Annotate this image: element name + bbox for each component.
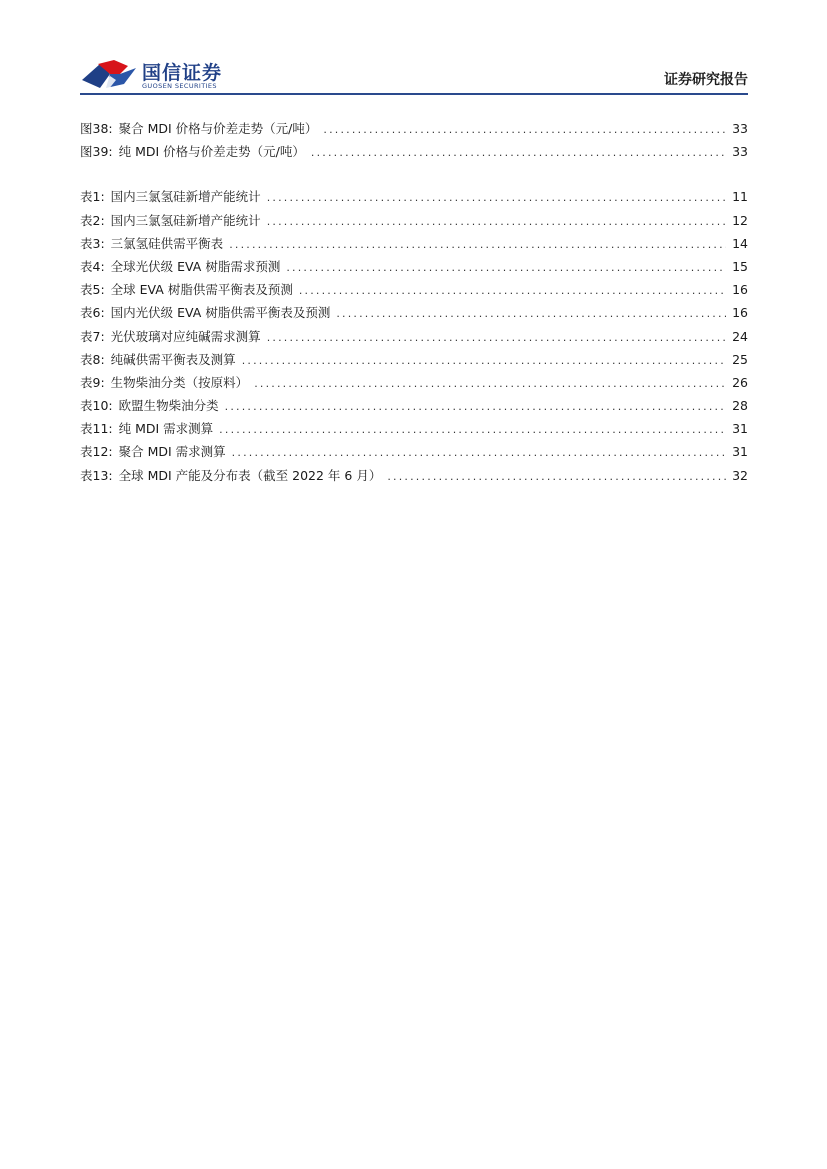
toc-dot-leader bbox=[286, 256, 726, 279]
toc-entry-title: 全球 MDI 产能及分布表（截至 2022 年 6 月） bbox=[118, 467, 382, 483]
toc-entry-label: 表10: bbox=[80, 398, 113, 414]
toc-entry-table-10[interactable] bbox=[80, 394, 748, 417]
toc-entry-label: 表7: bbox=[80, 328, 105, 344]
toc-entry-figure-38[interactable] bbox=[80, 117, 748, 140]
toc-entry-label: 表9: bbox=[80, 374, 105, 390]
toc-entry-label: 表6: bbox=[80, 305, 105, 321]
toc-dot-leader bbox=[387, 465, 726, 488]
toc-entry-title: 聚合 MDI 价格与价差走势（元/吨） bbox=[118, 121, 318, 136]
toc-entry-page: 15 bbox=[732, 258, 748, 274]
toc-entry-label: 图38: bbox=[80, 121, 113, 136]
toc-dot-leader bbox=[323, 118, 726, 141]
logo-chinese-name: 国信证券 bbox=[142, 62, 223, 84]
toc-entry-title: 国内三氯氢硅新增产能统计 bbox=[110, 212, 261, 228]
toc-entry-table-7[interactable] bbox=[80, 325, 748, 348]
table-of-contents bbox=[80, 117, 748, 487]
toc-entry-page: 31 bbox=[732, 421, 748, 437]
toc-entry-label: 表13: bbox=[80, 467, 113, 483]
toc-entry-table-13[interactable] bbox=[80, 464, 748, 487]
toc-entry-label: 表12: bbox=[80, 444, 113, 460]
toc-entry-title: 纯 MDI 需求测算 bbox=[118, 421, 214, 437]
page-header bbox=[0, 0, 827, 100]
toc-dot-leader bbox=[267, 326, 726, 349]
toc-dot-leader bbox=[336, 302, 726, 325]
toc-entry-label: 表3: bbox=[80, 235, 105, 251]
toc-entry-title: 全球 EVA 树脂供需平衡表及预测 bbox=[110, 282, 293, 298]
table-list bbox=[80, 185, 748, 486]
figure-list bbox=[80, 117, 748, 163]
toc-entry-page: 14 bbox=[732, 235, 748, 251]
toc-entry-table-2[interactable] bbox=[80, 209, 748, 232]
toc-entry-label: 表1: bbox=[80, 189, 105, 205]
guosen-logo-icon bbox=[80, 58, 138, 92]
toc-dot-leader bbox=[225, 395, 726, 418]
toc-entry-page: 28 bbox=[732, 398, 748, 414]
toc-entry-page: 32 bbox=[732, 467, 748, 483]
toc-entry-title: 三氯氢硅供需平衡表 bbox=[110, 235, 224, 251]
toc-entry-title: 国内光伏级 EVA 树脂供需平衡表及预测 bbox=[110, 305, 331, 321]
toc-entry-page: 12 bbox=[732, 212, 748, 228]
toc-entry-title: 聚合 MDI 需求测算 bbox=[118, 444, 226, 460]
toc-entry-table-12[interactable] bbox=[80, 440, 748, 463]
toc-entry-table-5[interactable] bbox=[80, 278, 748, 301]
toc-entry-figure-39[interactable] bbox=[80, 140, 748, 163]
guosen-logo bbox=[80, 56, 230, 96]
header-divider bbox=[80, 93, 748, 95]
toc-entry-title: 欧盟生物柴油分类 bbox=[118, 398, 219, 414]
toc-entry-page: 16 bbox=[732, 305, 748, 321]
toc-entry-title: 光伏玻璃对应纯碱需求测算 bbox=[110, 328, 261, 344]
toc-entry-table-6[interactable] bbox=[80, 301, 748, 324]
toc-dot-leader bbox=[267, 210, 726, 233]
toc-dot-leader bbox=[267, 186, 726, 209]
toc-entry-title: 纯 MDI 价格与价差走势（元/吨） bbox=[118, 144, 305, 160]
toc-dot-leader bbox=[242, 349, 726, 372]
toc-entry-page: 26 bbox=[732, 374, 748, 390]
toc-entry-label: 表11: bbox=[80, 421, 113, 437]
toc-entry-title: 生物柴油分类（按原料） bbox=[110, 374, 249, 390]
toc-entry-page: 11 bbox=[732, 189, 748, 205]
toc-dot-leader bbox=[299, 279, 726, 302]
toc-entry-label: 表8: bbox=[80, 351, 105, 367]
toc-entry-page: 25 bbox=[732, 351, 748, 367]
toc-entry-table-8[interactable] bbox=[80, 348, 748, 371]
toc-entry-page: 16 bbox=[732, 282, 748, 298]
toc-entry-title: 国内三氯氢硅新增产能统计 bbox=[110, 189, 261, 205]
toc-dot-leader bbox=[219, 418, 726, 441]
report-type-label: 证券研究报告 bbox=[664, 72, 748, 88]
toc-entry-title: 纯碱供需平衡表及测算 bbox=[110, 351, 236, 367]
toc-dot-leader bbox=[229, 233, 726, 256]
toc-entry-table-3[interactable] bbox=[80, 232, 748, 255]
toc-entry-table-11[interactable] bbox=[80, 417, 748, 440]
logo-english-name: GUOSEN SECURITIES bbox=[142, 82, 217, 90]
toc-dot-leader bbox=[232, 441, 726, 464]
toc-dot-leader bbox=[254, 372, 726, 395]
toc-entry-page: 33 bbox=[732, 121, 748, 136]
toc-entry-page: 31 bbox=[732, 444, 748, 460]
toc-entry-table-4[interactable] bbox=[80, 255, 748, 278]
toc-entry-page: 33 bbox=[732, 144, 748, 160]
toc-entry-table-9[interactable] bbox=[80, 371, 748, 394]
toc-entry-label: 表5: bbox=[80, 282, 105, 298]
toc-entry-table-1[interactable] bbox=[80, 185, 748, 208]
toc-entry-label: 图39: bbox=[80, 144, 113, 160]
toc-dot-leader bbox=[311, 141, 726, 164]
toc-entry-label: 表2: bbox=[80, 212, 105, 228]
toc-entry-page: 24 bbox=[732, 328, 748, 344]
toc-entry-title: 全球光伏级 EVA 树脂需求预测 bbox=[110, 258, 281, 274]
toc-entry-label: 表4: bbox=[80, 258, 105, 274]
